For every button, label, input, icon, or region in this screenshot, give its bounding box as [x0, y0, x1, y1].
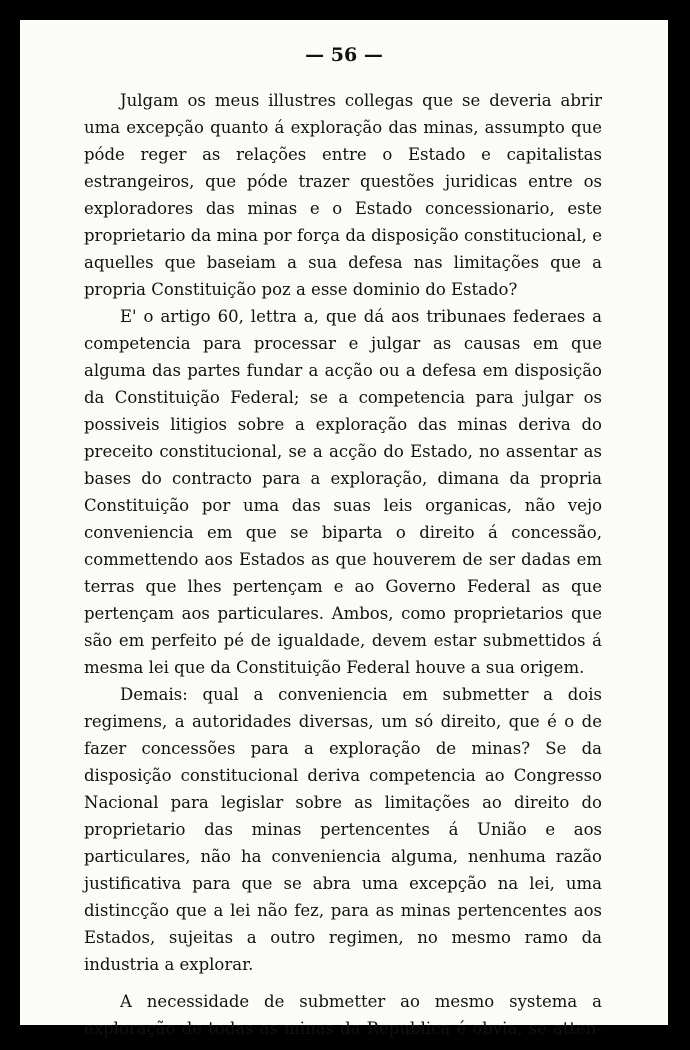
paragraph-3: Demais: qual a conveniencia em submetter a dois regimens, a autoridades diversas, um só direito, que é o de fazer concessões para a exploração de minas? Se da disposição constitucional deriva competencia ao Congresso Nacional para legislar sobre as limitações ao direito do proprietario das minas pertencentes á União e aos particulares, não ha conveniencia alguma, nenhuma razão justificativa para que se abra uma excepção na lei, uma distincção que a lei não fez, para as minas pertencentes aos Estados, sujeitas a outro regimen, no mesmo ramo da industria a explorar.: [84, 685, 602, 974]
body-text: [84, 87, 602, 1042]
book-page: [20, 20, 668, 1038]
paragraph-1: Julgam os meus illustres collegas que se deveria abrir uma excepção quanto á exploração das minas, assumpto que póde reger as relações entre o Estado e capitalistas estrangeiros, que póde trazer questões juridicas entre os exploradores das minas e o Estado concessionario, este proprietario da mina por força da disposição constitucional, e aquelles que baseiam a sua defesa nas limitações que a propria Constituição poz a esse dominio do Estado?: [84, 91, 602, 299]
paragraph-2: E' o artigo 60, lettra a, que dá aos tribunaes federaes a competencia para processar e julgar as causas em que alguma das partes fundar a acção ou a defesa em disposição da Constituição Federal; se a competencia para julgar os possiveis litigios sobre a exploração das minas deriva do preceito constitucional, se a acção do Estado, no assentar as bases do contracto para a exploração, dimana da propria Constituição por uma das suas leis organicas, não vejo conveniencia em que se biparta o direito á concessão, commettendo aos Estados as que houverem de ser dadas em terras que lhes pertençam e ao Governo Federal as que pertençam aos particulares. Ambos, como proprietarios que são em perfeito pé de igualdade, devem estar submettidos á mesma lei que da Constituição Federal houve a sua origem.: [84, 307, 602, 677]
paragraph-4: A necessidade de submetter ao mesmo systema a exploração de todas as minas da Republica é obvia, se atten-: [84, 992, 602, 1038]
page-number: — 56 —: [305, 44, 383, 66]
